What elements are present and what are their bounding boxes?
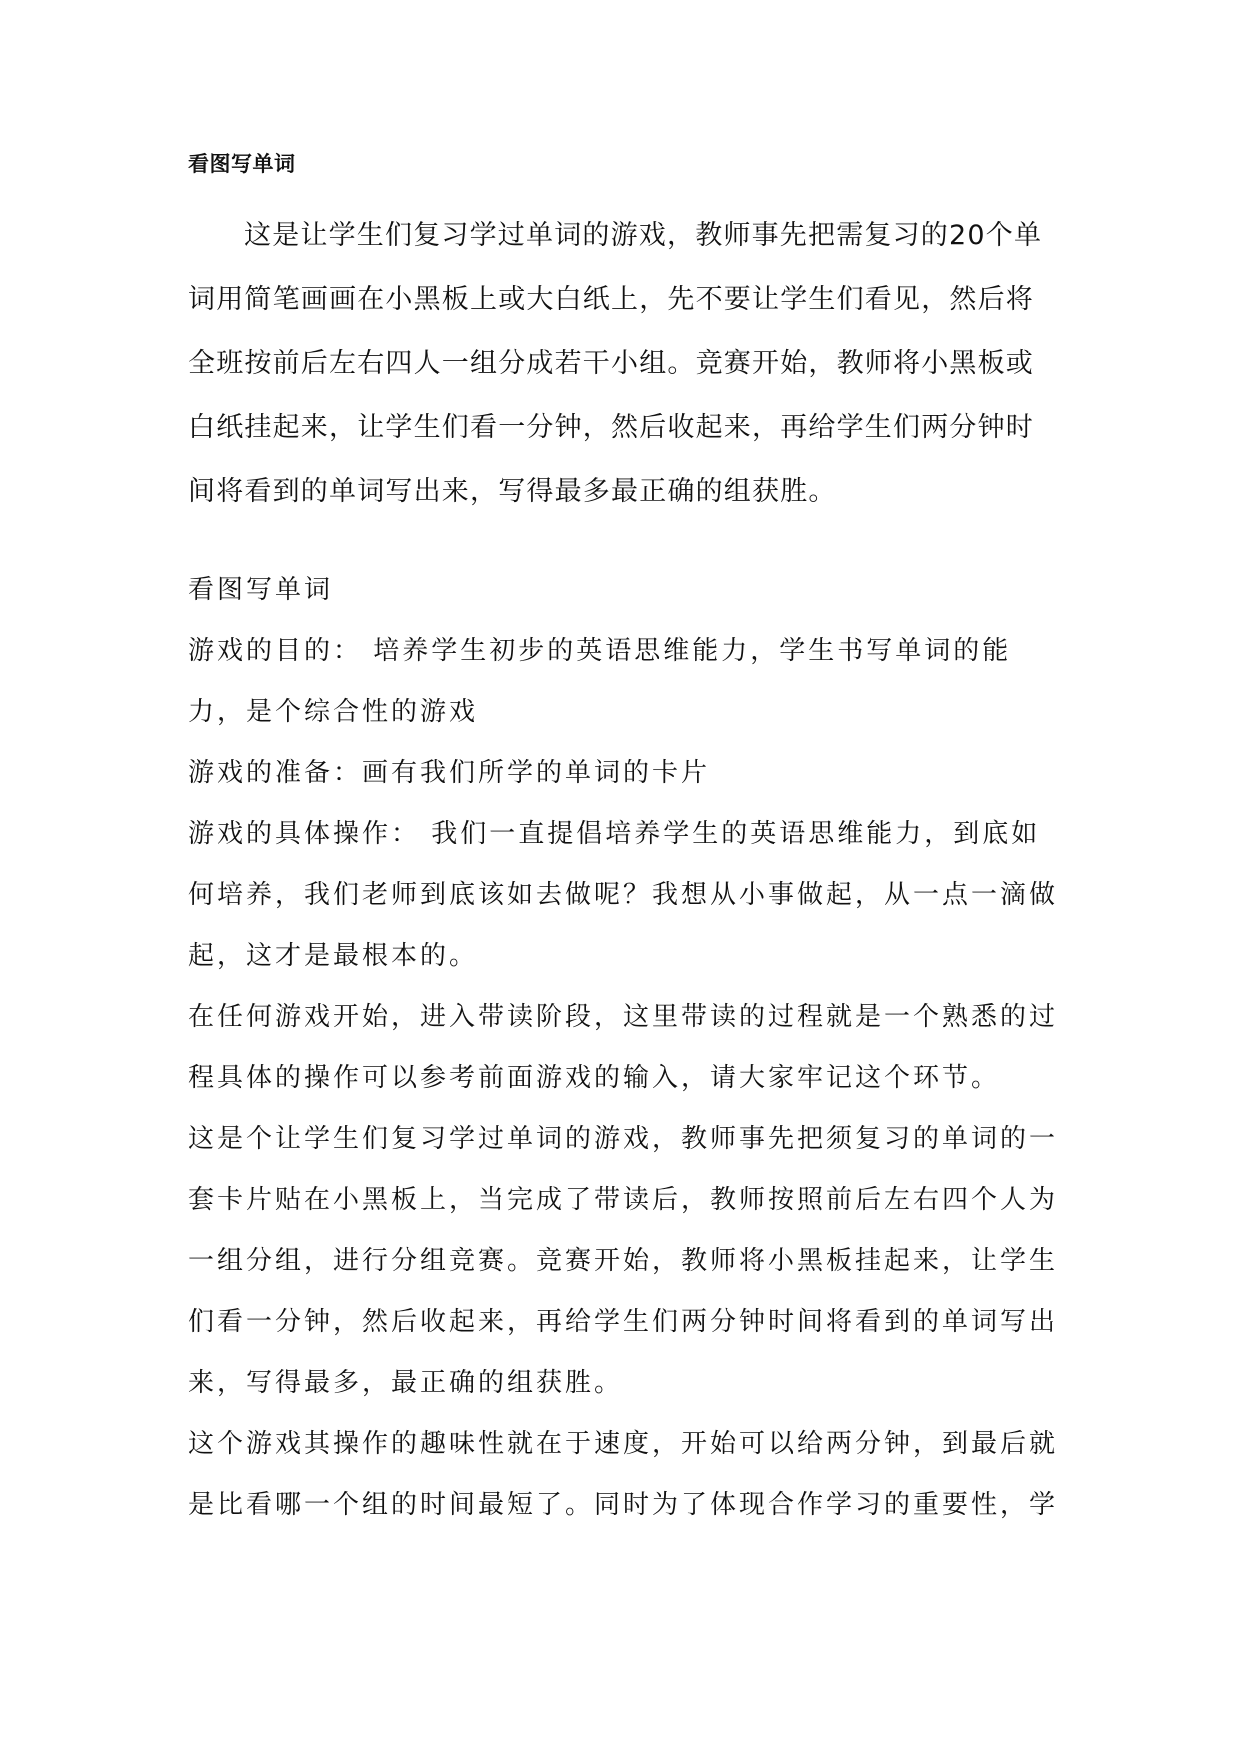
body-paragraph-1: 在任何游戏开始，进入带读阶段，这里带读的过程就是一个熟悉的过程具体的操作可以参考前面游戏的输入，请大家牢记这个环节。 xyxy=(188,1002,1059,1093)
document-body xyxy=(188,150,1060,1536)
game-operation-paragraph: 游戏的具体操作： 我们一直提倡培养学生的英语思维能力，到底如何培养，我们老师到底该如去做呢？我想从小事做起，从一点一滴做起，这才是最根本的。 xyxy=(188,819,1059,971)
game-preparation-paragraph: 游戏的准备：画有我们所学的单词的卡片 xyxy=(188,758,711,788)
body-paragraph-2: 这是个让学生们复习学过单词的游戏，教师事先把须复习的单词的一套卡片贴在小黑板上，当完成了带读后，教师按照前后左右四个人为一组分组，进行分组竞赛。竞赛开始，教师将小黑板挂起来，让学生们看一分钟，然后收起来，再给学生们两分钟时间将看到的单词写出来，写得最多，最正确的组获胜。 xyxy=(188,1124,1059,1398)
body-paragraph-3: 这个游戏其操作的趣味性就在于速度，开始可以给两分钟，到最后就是比看哪一个组的时间最短了。同时为了体现合作学习的重要性，学 xyxy=(188,1429,1059,1520)
document-title: 看图写单词 xyxy=(188,152,296,176)
game-goal-paragraph: 游戏的目的： 培养学生初步的英语思维能力，学生书写单词的能力，是个综合性的游戏 xyxy=(188,636,1012,727)
section-title: 看图写单词 xyxy=(188,575,334,605)
intro-paragraph: 这是让学生们复习学过单词的游戏，教师事先把需复习的20个单词用简笔画画在小黑板上或大白纸上，先不要让学生们看见，然后将全班按前后左右四人一组分成若干小组。竞赛开始，教师将小黑板或白纸挂起来，让学生们看一分钟，然后收起来，再给学生们两分钟时间将看到的单词写出来，写得最多最正确的组获胜。 xyxy=(188,220,1043,507)
